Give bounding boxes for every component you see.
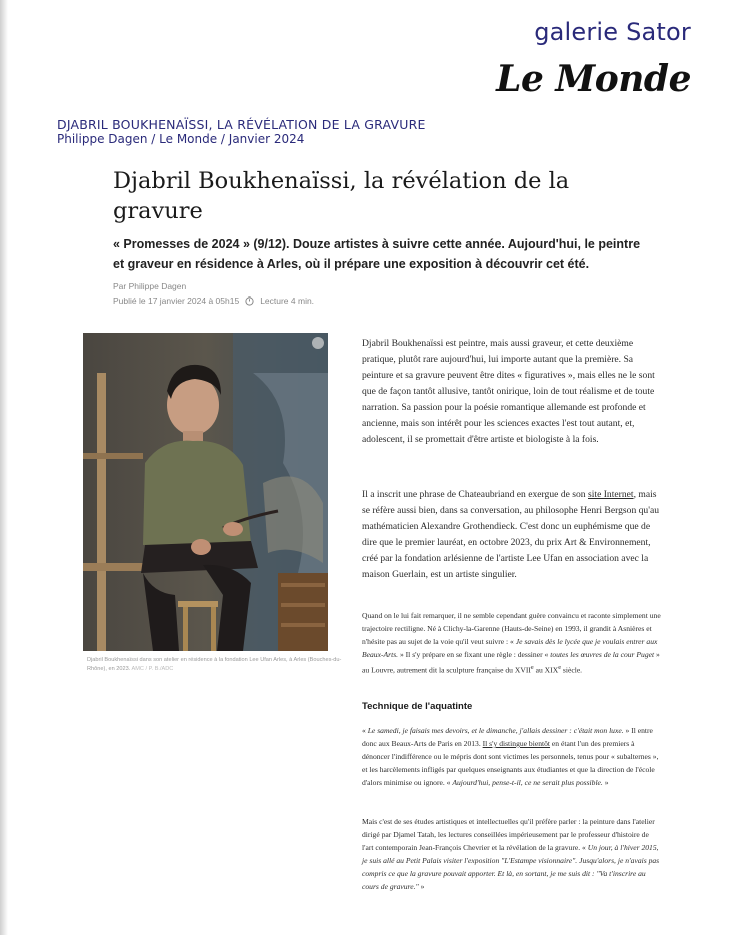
artist-portrait-photo — [83, 333, 328, 651]
stopwatch-icon — [245, 296, 254, 306]
gallery-name: galerie Sator — [534, 18, 691, 46]
section-subheading: Technique de l'aquatinte — [362, 701, 473, 712]
paragraph-3-sup-2: e — [558, 664, 561, 671]
newspaper-logo: Le Monde — [496, 58, 691, 100]
paragraph-4-text-b: » Il entre donc aux Beaux-Arts de Paris en 2013. — [362, 726, 653, 748]
paragraph-4-text-c: en étant l'un des premiers à dénoncer l'indifférence ou le mépris dont sont victimes les personnels, tenus pour « subalternes », et les harcèlements infligés par quelques enseignants aux étudiantes et que la direction de l'école d'alors minimise ou ignore. « — [362, 739, 659, 787]
article-lead: « Promesses de 2024 » (9/12). Douze artistes à suivre cette année. Aujourd'hui, le peintre et graveur en résidence à Arles, où il prépare une exposition à découvrir cet été. — [113, 237, 641, 271]
caption-credit: AMC / P. B./ADC — [131, 665, 174, 672]
paragraph-3-text-a: Quand on le lui fait remarquer, il ne semble cependant guère convaincu et raconte simplement une trajectoire rectiligne. Né à Clichy-la-Garenne (Hauts-de-Seine) en 1993, il grandit à Asnières et n'hésite pas au sujet de la voie qu'il veut suivre : « — [362, 611, 661, 646]
header-byline: Philippe Dagen / Le Monde / Janvier 2024 — [57, 132, 305, 146]
paragraph-3-text-b: » Il s'y prépare en se fixant une règle : dessiner « — [398, 650, 551, 659]
photo-caption — [87, 656, 357, 673]
header-article-label: DJABRIL BOUKHENAÏSSI, LA RÉVÉLATION DE LA GRAVURE — [57, 117, 426, 132]
paragraph-5-quote: Un jour, à l'hiver 2015, je suis allé au Petit Palais visiter l'exposition "L'Estampe visionnaire". Jusqu'alors, je n'avais pas compris ce que la gravure pouvait apporter. Et là, en sortant, je me suis dit : "Va t'inscrire au cours de gravure." — [362, 843, 660, 891]
page-edge-shadow — [0, 0, 8, 935]
paragraph-3-quote-1: Je savais dès le lycée que je voulais entrer aux Beaux-Arts. — [362, 637, 658, 659]
article-author: Par Philippe Dagen — [113, 281, 187, 291]
paragraph-5 — [362, 815, 662, 893]
publish-date: Publié le 17 janvier 2024 à 05h15 — [113, 296, 240, 306]
paragraph-3-text-c: » au Louvre, autrement dit la sculpture française du XVII — [362, 650, 660, 675]
paragraph-4-quote-2: Aujourd'hui, pense-t-il, ce ne serait plus possible. — [452, 778, 603, 787]
caption-text: Djabril Boukhenaïssi dans son atelier en résidence à la fondation Lee Ufan Arles, à Arles (Bouches-du-Rhône), en 2023. — [87, 657, 342, 672]
paragraph-1 — [362, 336, 662, 448]
paragraph-2-text-b: , mais se réfère aussi bien, dans sa conversation, au philosophe Henri Bergson qu'au mathématicien Alexandre Grothendieck. C'est donc un euphémisme que de dire que le premier lauréat, en octobre 2023, du prix Art & Environnement, créé par la fondation arlésienne de l'artiste Lee Ufan en association avec la maison Guerlain, est un artiste singulier. — [362, 489, 660, 580]
paragraph-2-text-a: Il a inscrit une phrase de Chateaubriand en exergue de son — [362, 489, 588, 500]
reading-time: Lecture 4 min. — [260, 296, 315, 306]
paragraph-4 — [362, 724, 662, 789]
distingue-link[interactable]: Il s'y distingue bientôt — [482, 739, 551, 748]
paragraph-1-text: Djabril Boukhenaïssi est peintre, mais aussi graveur, et cette deuxième pratique, plutôt rare aujourd'hui, lui importe autant que la première. Sa peinture et sa gravure peuvent être dites « figuratives », mais elles ne le sont que de façon tantôt allusive, tantôt onirique, loin de tout réalisme et de toute narration. Sa passion pour la poésie romantique allemande est profonde et ancienne, mais son intérêt pour les sciences exactes l'est tout autant, et, adolescent, il se promettait d'être artiste et biologiste à la fois. — [362, 338, 655, 445]
article-title: Djabril Boukhenaïssi, la révélation de la gravure — [113, 168, 570, 224]
paragraph-3-sup-1: e — [530, 664, 534, 671]
paragraph-3 — [362, 609, 662, 677]
paragraph-2 — [362, 487, 662, 583]
paragraph-5-text-a: Mais c'est de ses études artistiques et intellectuelles qu'il préfère parler : la peinture dans l'atelier dirigé par Djamel Tatah, les lectures conseillées impérieusement par le professeur d'histoire de l'art contemporain Jean-François Chevrier et la révélation de la gravure. « — [362, 817, 655, 852]
article-meta — [113, 296, 314, 306]
paragraph-3-quote-2: toutes les œuvres de la cour Puget — [550, 650, 655, 659]
paragraph-5-text-b: » — [418, 882, 425, 891]
paragraph-4-text-a: « — [362, 726, 368, 735]
paragraph-4-quote-1: Le samedi, je faisais mes devoirs, et le dimanche, j'allais dessiner : c'était mon luxe. — [367, 726, 624, 735]
paragraph-3-text-d: au XIX — [533, 665, 559, 675]
site-internet-link[interactable]: site Internet — [588, 489, 634, 500]
paragraph-4-text-d: » — [602, 778, 609, 787]
paragraph-3-text-e: siècle. — [561, 665, 583, 675]
